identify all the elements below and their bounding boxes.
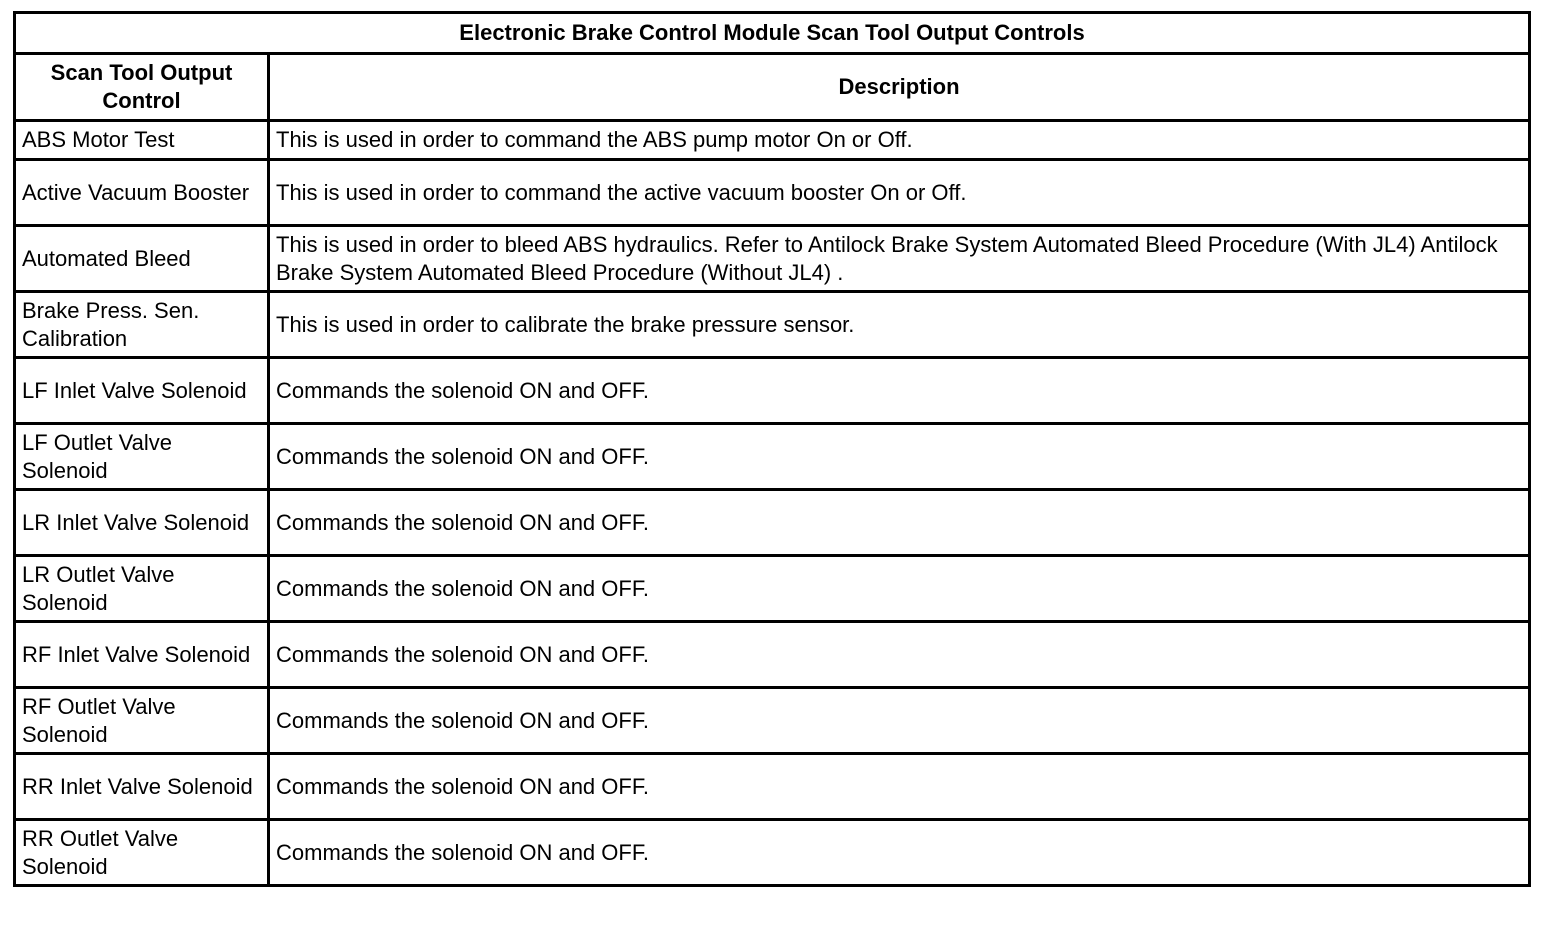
control-cell: RF Inlet Valve Solenoid — [15, 622, 269, 688]
control-cell: Brake Press. Sen. Calibration — [15, 292, 269, 358]
description-cell: Commands the solenoid ON and OFF. — [269, 358, 1530, 424]
table-header-row — [15, 54, 1530, 121]
control-cell: RR Outlet Valve Solenoid — [15, 820, 269, 886]
table-row — [15, 556, 1530, 622]
table-row — [15, 622, 1530, 688]
table-title-row — [15, 13, 1530, 54]
table-title: Electronic Brake Control Module Scan Tool Output Controls — [15, 13, 1530, 54]
table-row — [15, 820, 1530, 886]
column-header-control: Scan Tool Output Control — [15, 54, 269, 121]
description-cell: Commands the solenoid ON and OFF. — [269, 556, 1530, 622]
description-cell: Commands the solenoid ON and OFF. — [269, 754, 1530, 820]
control-cell: LR Outlet Valve Solenoid — [15, 556, 269, 622]
table-row — [15, 160, 1530, 226]
description-cell: Commands the solenoid ON and OFF. — [269, 688, 1530, 754]
control-cell: LR Inlet Valve Solenoid — [15, 490, 269, 556]
description-cell: Commands the solenoid ON and OFF. — [269, 820, 1530, 886]
table-row — [15, 490, 1530, 556]
table-row — [15, 358, 1530, 424]
control-cell: Active Vacuum Booster — [15, 160, 269, 226]
table-row — [15, 424, 1530, 490]
control-cell: ABS Motor Test — [15, 121, 269, 160]
description-cell: Commands the solenoid ON and OFF. — [269, 490, 1530, 556]
table-row — [15, 292, 1530, 358]
table-row — [15, 688, 1530, 754]
control-cell: LF Outlet Valve Solenoid — [15, 424, 269, 490]
control-cell: LF Inlet Valve Solenoid — [15, 358, 269, 424]
table-row — [15, 121, 1530, 160]
control-cell: RF Outlet Valve Solenoid — [15, 688, 269, 754]
control-cell: RR Inlet Valve Solenoid — [15, 754, 269, 820]
description-cell: Commands the solenoid ON and OFF. — [269, 424, 1530, 490]
description-cell: This is used in order to command the ABS pump motor On or Off. — [269, 121, 1530, 160]
description-cell: This is used in order to calibrate the brake pressure sensor. — [269, 292, 1530, 358]
table-row — [15, 754, 1530, 820]
control-cell: Automated Bleed — [15, 226, 269, 292]
description-cell: This is used in order to command the active vacuum booster On or Off. — [269, 160, 1530, 226]
description-cell: This is used in order to bleed ABS hydraulics. Refer to Antilock Brake System Automated Bleed Procedure (With JL4) Antilock Brake System Automated Bleed Procedure (Without JL4) . — [269, 226, 1530, 292]
output-controls-table — [13, 11, 1531, 887]
column-header-description: Description — [269, 54, 1530, 121]
description-cell: Commands the solenoid ON and OFF. — [269, 622, 1530, 688]
table-row — [15, 226, 1530, 292]
